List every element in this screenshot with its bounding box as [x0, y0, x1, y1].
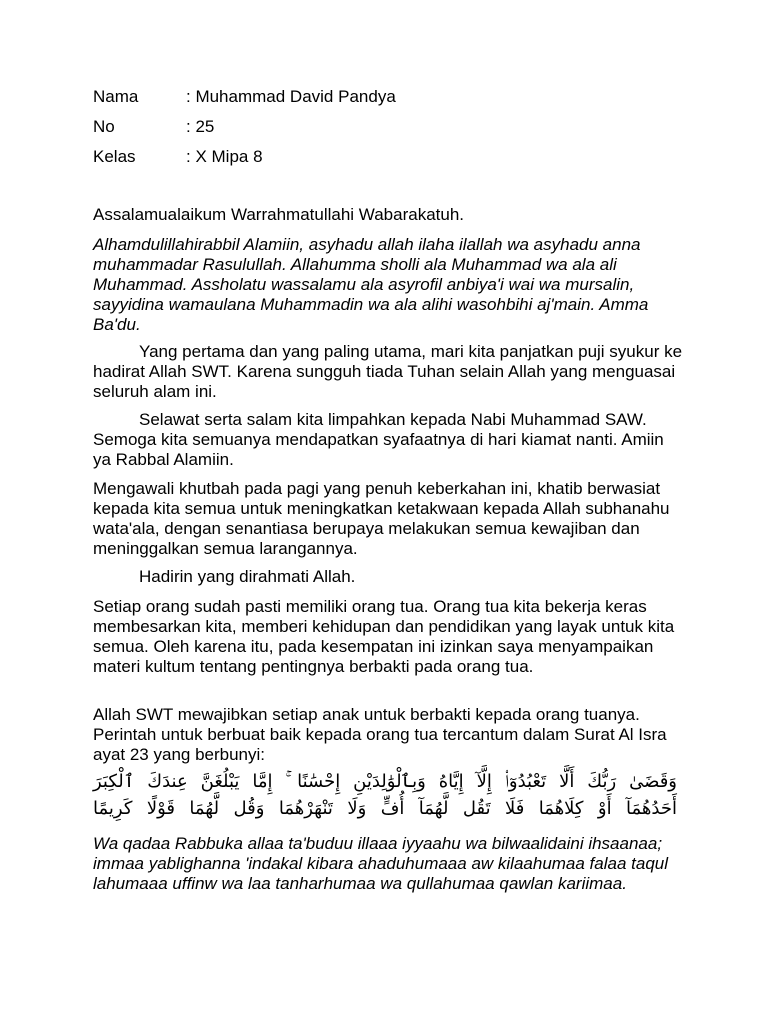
opening-prayer: Alhamdulillahirabbil Alamiin, asyhadu allah ilaha ilallah wa asyhadu anna muhammadar Rasulullah. Allahumma sholli ala Muhammad wa ala ali Muhammad. Assholatu wassalamu ala asyrofil anbiya'i wai wa mursalin, sayyidina wamaulana Muhammadin wa ala alihi wasohbihi aj'main. Amma Ba'du. — [93, 235, 649, 334]
paragraph-wasiat: Mengawali khutbah pada pagi yang penuh keberkahan ini, khatib berwasiat kepada kita semua untuk meningkatkan ketakwaan kepada Allah subhanahu wata'ala, dengan senantiasa berupaya melakukan semua kewajiban dan meninggalkan semua larangannya. — [93, 479, 670, 558]
paragraph-orang-tua: Setiap orang sudah pasti memiliki orang tua. Orang tua kita bekerja keras membesarkan kita, memberi kehidupan dan pendidikan yang layak untuk kita semua. Oleh karena itu, pada kesempatan ini izinkan saya menyampaikan materi kultum tentang pentingnya berbakti pada orang tua. — [93, 597, 675, 676]
paragraph-praise: Yang pertama dan yang paling utama, mari kita panjatkan puji syukur ke hadirat Allah SWT. Karena sungguh tiada Tuhan selain Allah yang menguasai seluruh alam ini. — [93, 342, 683, 401]
number-label: No — [93, 117, 115, 136]
arabic-verse-line-1: وَقَضَىٰ رَبُّكَ أَلَّا تَعْبُدُوٓا۟ إِلَّآ إِيَّاهُ وَبِٱلْوَٰلِدَيْنِ إِحْسَٰنًا ۚ إِمَّا يَبْلُغَنَّ عِندَكَ ٱلْكِبَرَ — [93, 771, 677, 792]
class-value: : X Mipa 8 — [186, 147, 263, 166]
arabic-verse-line-2: أَحَدُهُمَآ أَوْ كِلَاهُمَا فَلَا تَقُل لَّهُمَآ أُفٍّ وَلَا تَنْهَرْهُمَا وَقُل لَّهُمَا قَوْلًا كَرِيمًا — [93, 798, 677, 819]
number-value: : 25 — [186, 117, 215, 136]
arabic-verse — [93, 768, 677, 822]
greeting: Assalamualaikum Warrahmatullahi Wabarakatuh. — [93, 205, 465, 224]
name-label: Nama — [93, 87, 139, 106]
name-value: : Muhammad David Pandya — [186, 87, 396, 106]
class-label: Kelas — [93, 147, 136, 166]
paragraph-salawat: Selawat serta salam kita limpahkan kepada Nabi Muhammad SAW. Semoga kita semuanya mendapatkan syafaatnya di hari kiamat nanti. Amiin ya Rabbal Alamiin. — [93, 410, 664, 469]
transliteration: Wa qadaa Rabbuka allaa ta'buduu illaaa iyyaahu wa bilwaalidaini ihsaanaa; immaa yablighanna 'indakal kibara ahaduhumaaa aw kilaahumaa falaa taqul lahumaaa uffinw wa laa tanharhumaa wa qullahumaa qawlan kariimaa. — [93, 834, 669, 893]
paragraph-surat-al-isra: Allah SWT mewajibkan setiap anak untuk berbakti kepada orang tuanya. Perintah untuk berbuat baik kepada orang tua tercantum dalam Surat Al Isra ayat 23 yang berbunyi: — [93, 705, 667, 764]
paragraph-hadirin: Hadirin yang dirahmati Allah. — [139, 567, 356, 586]
